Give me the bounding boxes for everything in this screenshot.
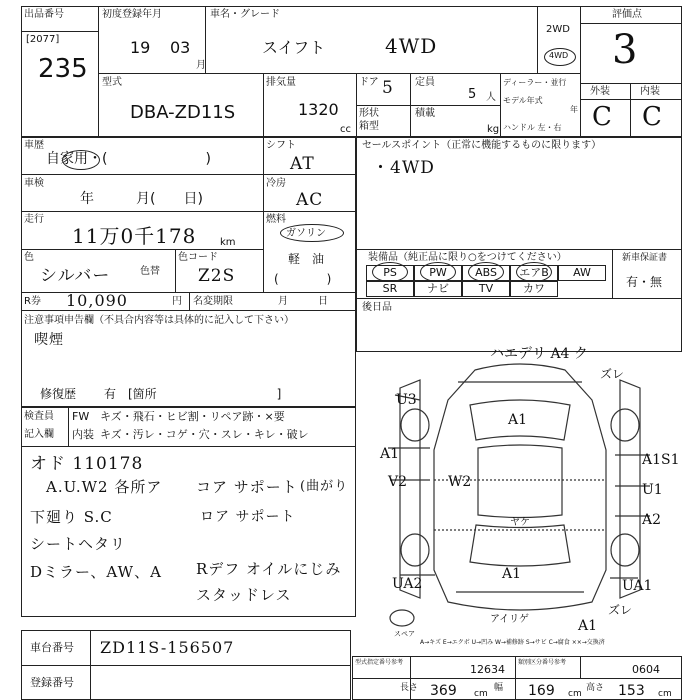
diagram-top-note-sub: ズレ [600, 367, 625, 381]
repair-value: 有 [箇所 ] [104, 387, 282, 401]
equipment-item: PW [414, 265, 462, 281]
remark-damage: A.U.W2 各所ア [46, 478, 163, 496]
diagram-mark-a2: A2 [642, 512, 662, 528]
displacement-unit: cc [340, 124, 351, 135]
color-code-value: Z2S [198, 266, 236, 286]
diagram-mark-airige: アイリゲ [490, 614, 529, 625]
handle-label: ハンドル 左・右 [503, 123, 562, 132]
load-label: 積載 [415, 108, 435, 119]
model-grade-label: 車名・グレード [210, 9, 280, 20]
height-label: 高さ [586, 683, 605, 693]
history-circle [62, 150, 100, 170]
history-label: 車歴 [24, 140, 44, 151]
fuel-diesel: 軽 油 [288, 252, 325, 266]
exterior-label: 外装 [590, 86, 610, 97]
lot-label: 出品番号 [24, 9, 64, 20]
model-name: スイフト [262, 38, 326, 57]
height-unit: cm [658, 689, 672, 699]
header-frame [21, 6, 682, 137]
diagram-mark-a1s1: A1S1 [642, 452, 680, 468]
diagram-mark-ua2: UA2 [392, 576, 423, 592]
inspector-interior-label: 記入欄 [24, 429, 54, 440]
frame-label: 車台番号 [30, 641, 74, 654]
shift-label: シフト [266, 140, 296, 151]
diagram-mark-u3: U3 [396, 392, 417, 408]
type-value: DBA-ZD11S [130, 102, 236, 123]
width-value: 169 [528, 683, 555, 699]
equipment-item: PS [366, 265, 414, 281]
history-value: 自家用・( ) [46, 151, 211, 167]
name-change-label: 名変期限 [193, 296, 233, 307]
diagram-mark-u1: U1 [642, 482, 663, 498]
class-label: 類別区分番号参考 [518, 659, 567, 666]
first-reg-month-unit: 月 [196, 60, 206, 71]
remark-lower-support: ロア サポート [200, 509, 296, 525]
diagram-mark-a1-bottom: A1 [578, 618, 598, 634]
diagram-mark-a1-hood: A1 [508, 412, 528, 428]
remark-core-support: コア サポート [196, 478, 298, 496]
load-unit: kg [487, 124, 500, 135]
later-label: 後日品 [362, 302, 392, 313]
color-label: 色 [24, 252, 34, 263]
inspector-fw: FW [72, 410, 90, 423]
mileage-unit: km [220, 237, 236, 248]
drive-2wd: 2WD [546, 24, 570, 35]
diagram-mark-zure: ズレ [608, 603, 633, 617]
fuel-other: ( ) [274, 272, 332, 286]
equipment-item: ナビ [414, 281, 462, 297]
ref-value: 12634 [470, 663, 505, 676]
equip-label: 装備品（純正品に限り○をつけてください） [368, 252, 567, 263]
interior-label: 内装 [640, 86, 660, 97]
equipment-item: TV [462, 281, 510, 297]
equipment-item: カワ [510, 281, 558, 297]
equipment-circle [372, 262, 408, 282]
body-value: 箱型 [359, 121, 379, 132]
warranty-value: 有・無 [626, 275, 663, 289]
height-value: 153 [618, 683, 645, 699]
grade-handwritten: 4WD [385, 34, 438, 58]
interior-grade: C [642, 102, 663, 132]
ref-label: 型式指定番号参考 [355, 659, 404, 666]
mileage-label: 走行 [24, 214, 44, 225]
recycle-unit: 円 [172, 296, 182, 307]
door-label: ドア [359, 77, 379, 88]
recycle-value: 10,090 [66, 291, 128, 310]
equipment-item: AW [558, 265, 606, 281]
diagram-mark-a1-rear: A1 [502, 566, 522, 582]
color-change-label: 色替 [140, 266, 160, 277]
inspector-interior-word: 内装 [72, 428, 94, 441]
notes-label: 注意事項申告欄（不具合内容等は具体的に記入して下さい） [24, 315, 294, 326]
warranty-label: 新車保証書 [622, 253, 668, 263]
capacity-value: 5 [468, 87, 477, 102]
sales-point-value: ・4WD [372, 158, 435, 178]
equipment-item: SR [366, 281, 414, 297]
remark-seat: シートヘタリ [30, 535, 127, 553]
drive-4wd: 4WD [549, 51, 569, 60]
shift-value: AT [290, 154, 315, 174]
diagram-mark-w2: W2 [448, 474, 472, 490]
diagram-mark-ua1: UA1 [622, 578, 653, 594]
equipment-item: エアB [510, 265, 558, 281]
recycle-label: R券 [24, 296, 41, 307]
class-value: 0604 [632, 663, 660, 676]
diagram-mark-v2: V2 [388, 474, 408, 490]
remark-rdiff: Rデフ オイルにじみ [196, 560, 342, 578]
mileage-value: 11万0千178 [72, 224, 197, 248]
fuel-label: 燃料 [266, 214, 286, 225]
legend: A→キズ E→エクボ U→凹み W→補修跡 S→サビ C→腐食 ××→交換済 [420, 639, 605, 646]
diagram-mark-a1-left: A1 [380, 446, 400, 462]
fuel-gas: ガソリン [286, 228, 326, 239]
diagram-top-note: ハエデリ A4 ク [490, 346, 588, 362]
remark-studless: スタッドレス [196, 586, 292, 604]
sales-point-label: セールスポイント（正常に機能するものに限ります） [362, 140, 602, 151]
notes-value: 喫煙 [34, 332, 64, 348]
score-label: 評価点 [612, 9, 642, 20]
inspector-int-checks: キズ・汚レ・コゲ・穴・スレ・キレ・破レ [100, 428, 309, 441]
capacity-unit: 人 [486, 92, 496, 103]
width-label: 幅 [494, 683, 504, 693]
inspection-label: 車検 [24, 178, 44, 189]
body-label: 形状 [359, 108, 379, 119]
color-value: シルバー [40, 266, 111, 286]
length-label: 長さ [400, 683, 419, 693]
exterior-grade: C [592, 102, 613, 132]
name-change-value: 月 日 [278, 296, 328, 307]
displacement-value: 1320 [298, 100, 339, 119]
color-code-label: 色コード [178, 252, 218, 263]
type-label: 型式 [102, 77, 122, 88]
model-year-label: モデル年式 [503, 96, 543, 105]
frame-value: ZD11S-156507 [100, 638, 235, 657]
inspection-value: 年 月( 日) [80, 191, 203, 207]
ac-value: AC [296, 190, 324, 210]
reg-label: 登録番号 [30, 676, 74, 689]
first-reg-month: 03 [170, 38, 191, 57]
dealer-label: ディーラー・並行 [503, 78, 567, 87]
remark-mirror: Dミラー、AW、A [30, 563, 162, 581]
remark-odo: オド 110178 [30, 454, 144, 474]
first-reg-year: 19 [130, 38, 151, 57]
ac-label: 冷房 [266, 178, 286, 189]
length-unit: cm [474, 689, 488, 699]
length-value: 369 [430, 683, 457, 699]
score-value: 3 [612, 27, 639, 73]
inspector-ext-checks: キズ・飛石・ヒビ割・リペア跡・×要 [100, 410, 285, 423]
diagram-mark-yake: ヤケ [510, 517, 530, 528]
equipment-circle [516, 262, 552, 282]
capacity-label: 定員 [415, 77, 435, 88]
door-value: 5 [382, 78, 394, 98]
equipment-item: ABS [462, 265, 510, 281]
lot-code: [2077] [26, 34, 60, 45]
width-unit: cm [568, 689, 582, 699]
equipment-grid [366, 264, 610, 298]
first-reg-label: 初度登録年月 [102, 9, 162, 20]
repair-label: 修復歴 [40, 387, 77, 401]
lot-number: 235 [38, 54, 88, 84]
inspector-exterior-label: 検査員 [24, 411, 54, 422]
remark-bent: (曲がり [300, 479, 349, 494]
remark-underbody: 下廻り S.C [30, 508, 113, 526]
model-year-unit: 年 [570, 105, 578, 114]
equipment-circle [420, 262, 456, 282]
displacement-label: 排気量 [266, 77, 296, 88]
car-damage-diagram [360, 340, 680, 640]
diagram-spare-label: スペア [394, 630, 415, 638]
equipment-circle [468, 262, 504, 282]
